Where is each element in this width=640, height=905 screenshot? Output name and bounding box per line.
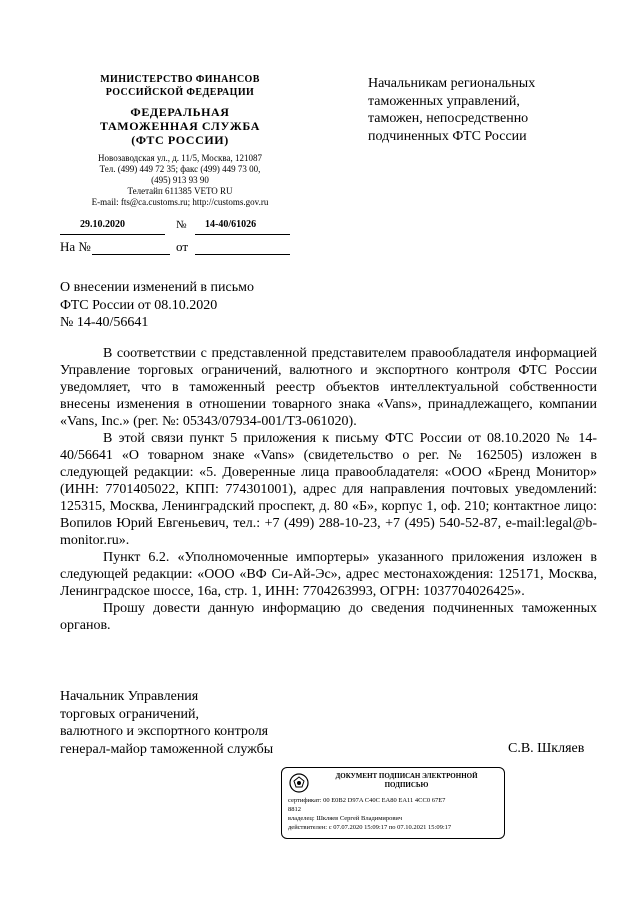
body-paragraph: Пункт 6.2. «Уполномоченные импортеры» указанного приложения изложен в следующей редакции: «ООО «ВФ Си-Ай-Эс», адрес местонахождения: 125171, Москва, Ленинградское шоссе, 16а, стр. 1, ИНН: 7704263993, ОГРН: 1037704026425». <box>60 550 597 599</box>
emblem-icon <box>288 772 310 794</box>
e-signature-stamp <box>281 767 505 839</box>
signatory-line: Начальник Управления <box>60 689 199 704</box>
signatory-line: торговых ограничений, <box>60 706 200 722</box>
signatory-title <box>60 688 273 758</box>
service-line: ФЕДЕРАЛЬНАЯ <box>130 105 230 119</box>
contacts-block <box>55 153 305 208</box>
ref-label: На № <box>60 239 91 254</box>
contact-line: E-mail: fts@ca.customs.ru; http://customs.gov.ru <box>91 197 269 207</box>
addressee-line: Начальникам региональных <box>368 76 536 91</box>
stamp-certificate-line: сертификат: 00 E0B2 D97A C40C EA80 EA11 4CC0 67E7 <box>288 797 446 804</box>
subject-line: О внесении изменений в письмо <box>60 280 254 295</box>
addressee-line: таможен, непосредственно <box>368 111 529 126</box>
stamp-heading <box>314 772 499 790</box>
stamp-heading-line: ПОДПИСЬЮ <box>384 781 429 789</box>
stamp-owner: владелец: Шкляев Сергей Владимирович <box>288 815 403 822</box>
addressee-block <box>368 75 535 145</box>
document-number: 14-40/61026 <box>205 219 257 230</box>
number-underline <box>195 234 290 235</box>
subject-line: ФТС России от 08.10.2020 <box>60 297 218 313</box>
body-paragraph: В соответствии с представленной представителем правообладателя информацией Управление торговых ограничений, валютного и экспортного контроля ФТС России уведомляет, что в таможенный реестр объектов интеллектуальной собственности внесены изменения в отношении товарного знака «Vans», принадлежащего, компании «Vans, Inc.» (рег. №: 05343/07934-001/ТЗ-061020). <box>60 346 597 429</box>
service-header <box>70 105 290 147</box>
ministry-line: РОССИЙСКОЙ ФЕДЕРАЦИИ <box>105 87 255 98</box>
stamp-validity: действителен: с 07.07.2020 15:09:17 по 07.10.2021 15:09:17 <box>288 824 452 831</box>
contact-line: Тел. (499) 449 72 35; факс (499) 449 73 00, <box>99 164 261 174</box>
ref-from-label: от <box>176 239 189 254</box>
stamp-details <box>288 796 500 832</box>
ministry-header <box>70 73 290 99</box>
signatory-line: валютного и экспортного контроля <box>60 724 269 739</box>
letter-body <box>60 345 597 634</box>
contact-line: Новозаводская ул., д. 11/5, Москва, 121087 <box>98 153 262 163</box>
ref-date-underline <box>195 254 290 255</box>
ref-number-underline <box>92 254 170 255</box>
signatory-line: генерал-майор таможенной службы <box>60 741 274 757</box>
stamp-certificate-line: 8812 <box>288 806 301 813</box>
signatory-name: С.В. Шкляев <box>508 741 585 756</box>
date-underline <box>60 234 165 235</box>
addressee-line: подчиненных ФТС России <box>368 128 527 144</box>
ministry-line: МИНИСТЕРСТВО ФИНАНСОВ <box>100 74 260 85</box>
contact-line: (495) 913 93 90 <box>151 175 209 185</box>
body-paragraph: Прошу довести данную информацию до сведения подчиненных таможенных органов. <box>60 601 597 633</box>
contact-line: Телетайп 611385 VETO RU <box>127 186 233 196</box>
stamp-heading-line: ДОКУМЕНТ ПОДПИСАН ЭЛЕКТРОННОЙ <box>335 772 478 780</box>
body-paragraph: В этой связи пункт 5 приложения к письму ФТС России от 08.10.2020 № 14-40/56641 «О товарном знаке «Vans» (свидетельство о рег. № 162505) изложен в следующей редакции: «5. Доверенные лица правообладателя: «ООО «Бренд Монитор» (ИНН: 7701405022, КПП: 774301001), адрес для направления почтовых уведомлений: 125315, Москва, Ленинградский проспект, д. 80 «Б», корпус 1, оф. 210; контактное лицо: Вопилов Юрий Евгеньевич, тел.: +7 (499) 288-10-23, +7 (495) 540-52-87, e-mail:legal@b-monitor.ru». <box>60 431 597 548</box>
subject-line: № 14-40/56641 <box>60 315 149 330</box>
service-line: (ФТС РОССИИ) <box>131 133 229 147</box>
number-sign: № <box>176 219 187 231</box>
service-line: ТАМОЖЕННАЯ СЛУЖБА <box>100 119 260 133</box>
addressee-line: таможенных управлений, <box>368 93 520 109</box>
subject-block <box>60 279 254 332</box>
document-date: 29.10.2020 <box>80 219 125 230</box>
